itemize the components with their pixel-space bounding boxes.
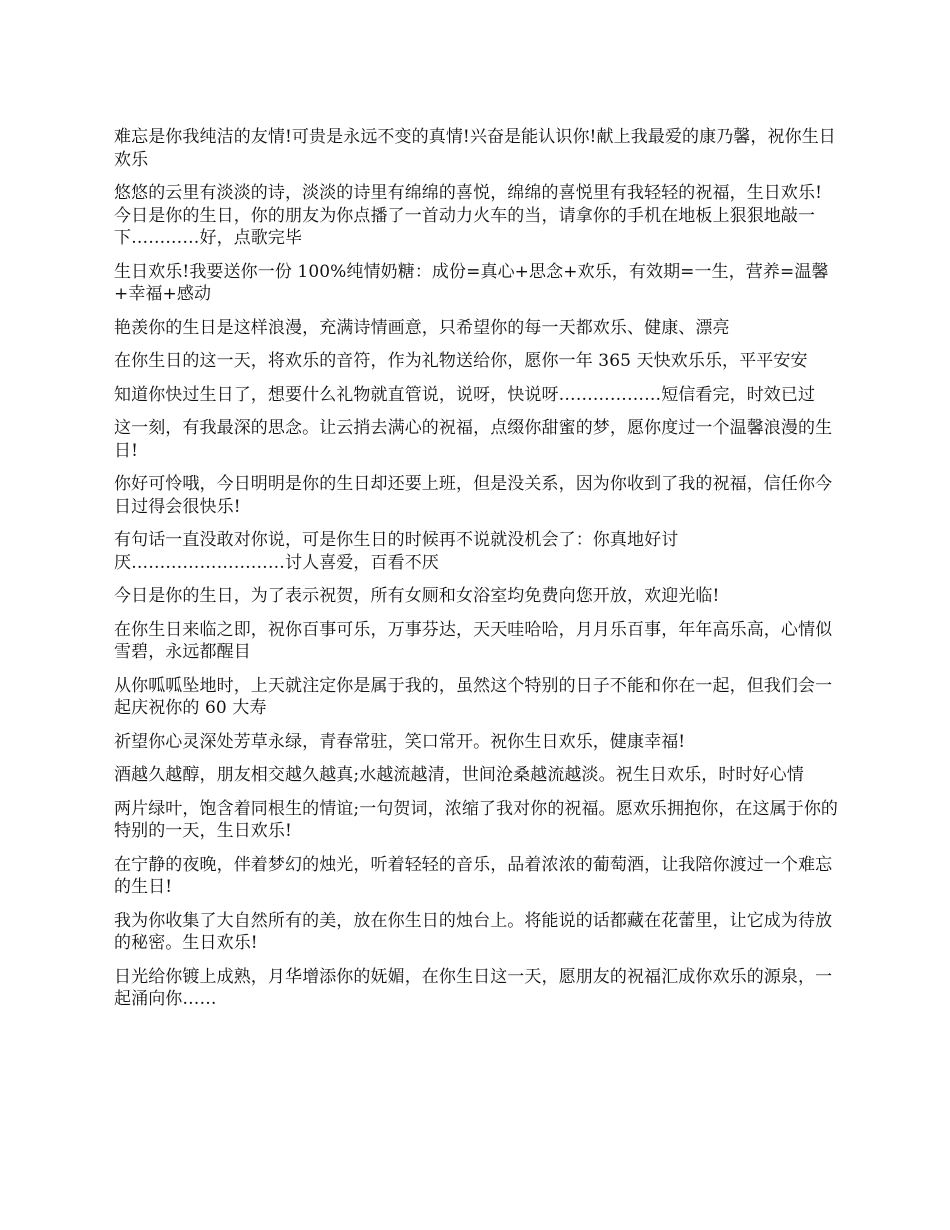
document-page	[114, 126, 842, 1022]
paragraph-3: 生日欢乐!我要送你一份 100%纯情奶糖：成份=真心+思念+欢乐，有效期=一生，营养=温馨+幸福+感动	[114, 261, 829, 304]
paragraph-9: 有句话一直没敢对你说，可是你生日的时候再不说就没机会了：你真地好讨厌………………………讨人喜爱，百看不厌	[114, 530, 679, 573]
paragraph-17: 我为你收集了大自然所有的美，放在你生日的烛台上。将能说的话都藏在花蕾里，让它成为待放的秘密。生日欢乐!	[114, 910, 833, 953]
paragraph-15: 两片绿叶，饱含着同根生的情谊;一句贺词，浓缩了我对你的祝福。愿欢乐拥抱你，在这属于你的特别的一天，生日欢乐!	[114, 798, 839, 841]
paragraph-12: 从你呱呱坠地时，上天就注定你是属于我的，虽然这个特别的日子不能和你在一起，但我们会一起庆祝你的 60 大寿	[114, 675, 833, 718]
paragraph-18: 日光给你镀上成熟，月华增添你的妩媚，在你生日这一天，愿朋友的祝福汇成你欢乐的源泉，一起涌向你……	[114, 966, 833, 1009]
paragraph-11: 在你生日来临之即，祝你百事可乐，万事芬达，天天哇哈哈，月月乐百事，年年高乐高，心情似雪碧，永远都醒目	[114, 619, 833, 662]
paragraph-13: 祈望你心灵深处芳草永绿，青春常驻，笑口常开。祝你生日欢乐，健康幸福!	[114, 731, 686, 752]
paragraph-8: 你好可怜哦，今日明明是你的生日却还要上班，但是没关系，因为你收到了我的祝福，信任你今日过得会很快乐!	[114, 474, 833, 517]
paragraph-5: 在你生日的这一天，将欢乐的音符，作为礼物送给你，愿你一年 365 天快欢乐乐，平平安安	[114, 351, 808, 371]
paragraph-6: 知道你快过生日了，想要什么礼物就直管说，说呀，快说呀………………短信看完，时效已过	[114, 384, 816, 405]
paragraph-16: 在宁静的夜晚，伴着梦幻的烛光，听着轻轻的音乐，品着浓浓的葡萄酒，让我陪你渡过一个难忘的生日!	[114, 854, 833, 897]
paragraph-1: 难忘是你我纯洁的友情!可贵是永远不变的真情!兴奋是能认识你!献上我最爱的康乃馨，祝你生日欢乐	[114, 127, 836, 170]
paragraph-4: 艳羡你的生日是这样浪漫，充满诗情画意，只希望你的每一天都欢乐、健康、漂亮	[114, 317, 730, 338]
paragraph-7: 这一刻，有我最深的思念。让云捎去满心的祝福，点缀你甜蜜的梦，愿你度过一个温馨浪漫的生日!	[114, 418, 833, 461]
paragraph-14: 酒越久越醇，朋友相交越久越真;水越流越清，世间沧桑越流越淡。祝生日欢乐，时时好心情	[114, 765, 804, 785]
paragraph-10: 今日是你的生日，为了表示祝贺，所有女厕和女浴室均免费向您开放，欢迎光临!	[114, 586, 720, 606]
paragraph-2: 悠悠的云里有淡淡的诗，淡淡的诗里有绵绵的喜悦，绵绵的喜悦里有我轻轻的祝福，生日欢乐! 今日是你的生日，你的朋友为你点播了一首动力火车的当，请拿你的手机在地板上狠狠地敲一下…………好，点歌完毕	[114, 183, 823, 248]
